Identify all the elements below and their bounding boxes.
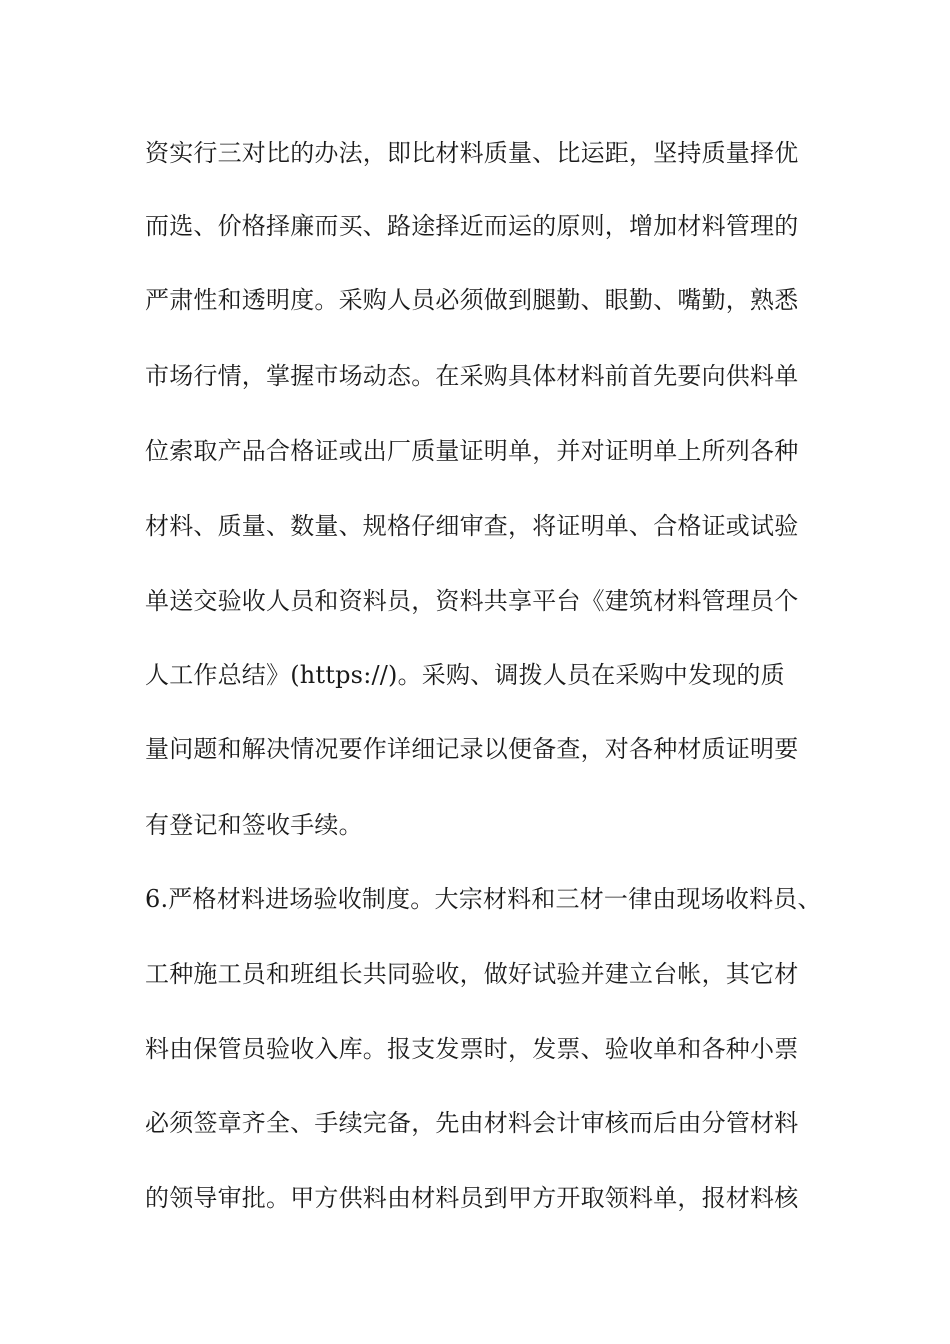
text-line-1: 资实行三对比的办法，即比材料质量、比运距，坚持质量择优 <box>145 139 799 167</box>
text-line-14: 必须签章齐全、手续完备，先由材料会计审核而后由分管材料 <box>145 1109 799 1137</box>
text-line-10: 有登记和签收手续。 <box>145 811 363 839</box>
text-line-13: 料由保管员验收入库。报支发票时，发票、验收单和各种小票 <box>145 1035 799 1063</box>
text-line-6: 材料、质量、数量、规格仔细审查，将证明单、合格证或试验 <box>145 512 799 540</box>
text-line-4: 市场行情，掌握市场动态。在采购具体材料前首先要向供料单 <box>145 362 799 390</box>
text-line-11: 6.严格材料进场验收制度。大宗材料和三材一律由现场收料员、 <box>145 885 822 913</box>
text-line-7: 单送交验收人员和资料员，资料共享平台《建筑材料管理员个 <box>145 587 799 615</box>
text-line-12: 工种施工员和班组长共同验收，做好试验并建立台帐，其它材 <box>145 960 799 988</box>
text-line-9: 量问题和解决情况要作详细记录以便备查，对各种材质证明要 <box>145 735 799 763</box>
text-line-3: 严肃性和透明度。采购人员必须做到腿勤、眼勤、嘴勤，熟悉 <box>145 286 799 314</box>
text-line-8: 人工作总结》(https://)。采购、调拨人员在采购中发现的质 <box>145 661 785 689</box>
text-line-15: 的领导审批。甲方供料由材料员到甲方开取领料单，报材料核 <box>145 1184 799 1212</box>
text-line-2: 而选、价格择廉而买、路途择近而运的原则，增加材料管理的 <box>145 212 799 240</box>
text-line-5: 位索取产品合格证或出厂质量证明单，并对证明单上所列各种 <box>145 437 799 465</box>
